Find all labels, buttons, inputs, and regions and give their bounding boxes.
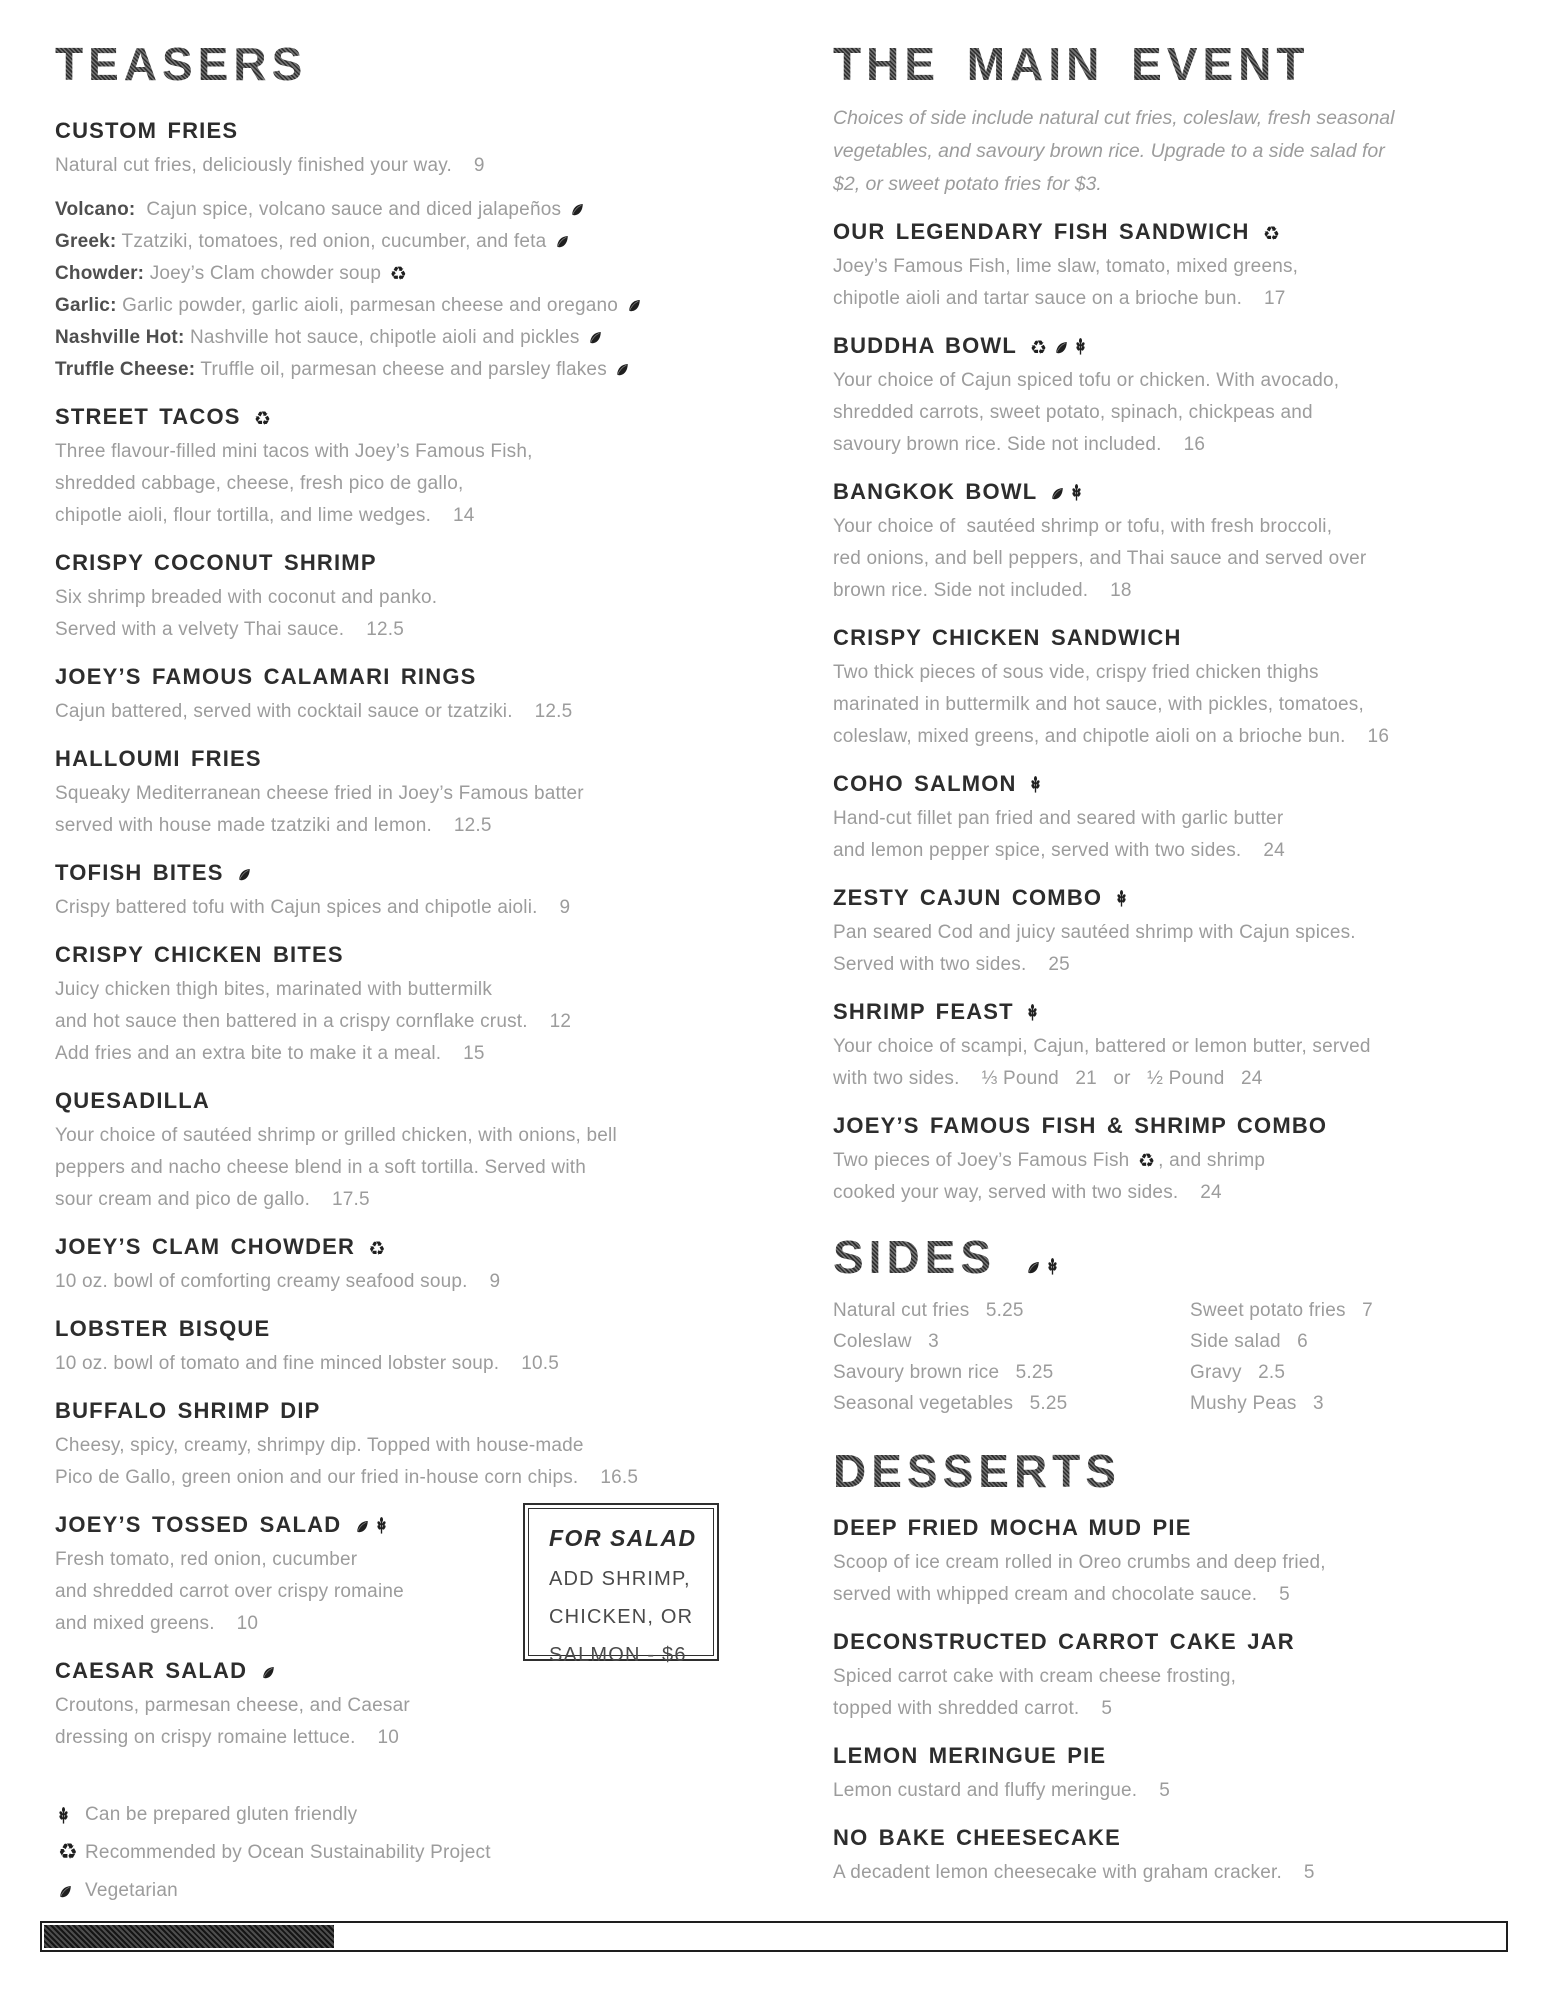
menu-item-desc-line: Hand-cut fillet pan fried and seared with garlic butter <box>833 808 1284 829</box>
menu-item-desc-line: Joey’s Famous Fish, lime slaw, tomato, mixed greens, <box>833 256 1299 277</box>
menu-item-desc-line: savoury brown rice. Side not included. 16 <box>833 434 1206 455</box>
legend-row <box>55 1872 750 1910</box>
menu-item-desc-line: Add fries and an extra bite to make it a meal. 15 <box>55 1043 485 1064</box>
menu-item <box>833 883 1518 981</box>
menu-item-title: DEEP FRIED MOCHA MUD PIE <box>833 1515 1192 1540</box>
leaf-icon <box>588 330 603 345</box>
fries-variant: Chowder: Joey’s Clam chowder soup ♻ <box>55 263 407 285</box>
fries-variant-name: Nashville Hot: <box>55 327 185 348</box>
menu-item-desc-line: and mixed greens. 10 <box>55 1613 259 1634</box>
wheat-icon <box>1030 776 1041 793</box>
menu-item <box>55 744 750 842</box>
menu-item <box>833 1513 1518 1611</box>
menu-item-desc-line: Scoop of ice cream rolled in Oreo crumbs and deep fried, <box>833 1552 1326 1573</box>
menu-item-title: OUR LEGENDARY FISH SANDWICH ♻ <box>833 219 1282 245</box>
menu-item <box>833 1823 1518 1889</box>
menu-item-desc-line: Pico de Gallo, green onion and our fried in-house corn chips. 16.5 <box>55 1467 639 1488</box>
menu-item-desc-line: sour cream and pico de gallo. 17.5 <box>55 1189 370 1210</box>
menu-item <box>833 477 1518 607</box>
leaf-icon <box>1054 340 1069 355</box>
menu-item-desc-line: Pan seared Cod and juicy sautéed shrimp with Cajun spices. <box>833 922 1356 943</box>
menu-item-title: JOEY’S FAMOUS FISH & SHRIMP COMBO <box>833 1113 1328 1138</box>
leaf-icon <box>355 1519 370 1534</box>
menu-item <box>55 1232 750 1298</box>
main-event-intro <box>833 102 1518 201</box>
menu-item <box>55 1314 750 1380</box>
menu-item-desc-line: red onions, and bell peppers, and Thai sauce and served over <box>833 548 1367 569</box>
side-item: Savoury brown rice 5.25 <box>833 1362 1054 1383</box>
menu-item <box>833 997 1518 1095</box>
menu-item-title: CRISPY CHICKEN BITES <box>55 942 344 967</box>
menu-item-title: HALLOUMI FRIES <box>55 746 262 771</box>
menu-item-desc-line: Your choice of Cajun spiced tofu or chicken. With avocado, <box>833 370 1340 391</box>
for-salad-line: CHICKEN, OR <box>549 1606 694 1628</box>
menu-item-title: JOEY’S TOSSED SALAD <box>55 1510 750 1540</box>
recycle-icon: ♻ <box>58 1840 78 1865</box>
main-event-intro-line: Choices of side include natural cut fries, coleslaw, fresh seasonal <box>833 107 1395 129</box>
sides-column-1 <box>833 1295 1190 1419</box>
leaf-icon <box>627 298 642 313</box>
leaf-icon <box>555 234 570 249</box>
menu-item-desc-line: and lemon pepper spice, served with two sides. 24 <box>833 840 1285 861</box>
main-event-item-list <box>833 217 1518 1209</box>
wheat-icon <box>1047 1258 1058 1275</box>
wheat-icon <box>1071 484 1082 501</box>
menu-item <box>55 116 750 386</box>
wheat-icon <box>1027 1004 1038 1021</box>
menu-item-desc-line: served with whipped cream and chocolate sauce. 5 <box>833 1584 1290 1605</box>
main-event-section-title: THE MAIN EVENT <box>833 38 1518 90</box>
menu-item-desc-line: Cheesy, spicy, creamy, shrimpy dip. Topped with house-made <box>55 1435 584 1456</box>
menu-item-desc-line: 10 oz. bowl of comforting creamy seafood soup. 9 <box>55 1271 501 1292</box>
menu-item-desc-line: Three flavour-filled mini tacos with Joey’s Famous Fish, <box>55 441 533 462</box>
leaf-icon <box>261 1665 276 1680</box>
menu-item-desc-line: Served with two sides. 25 <box>833 954 1070 975</box>
menu-item <box>833 331 1518 461</box>
fries-variant: Garlic: Garlic powder, garlic aioli, parmesan cheese and oregano <box>55 290 750 322</box>
fries-variant: Greek: Tzatziki, tomatoes, red onion, cucumber, and feta <box>55 226 750 258</box>
legend-row <box>55 1796 750 1834</box>
fries-variant-name: Volcano: <box>55 199 136 220</box>
menu-item <box>833 623 1518 753</box>
leaf-icon <box>58 1884 73 1899</box>
menu-item <box>55 858 750 924</box>
fries-variant-name: Greek: <box>55 231 117 252</box>
menu-item <box>55 1086 750 1216</box>
menu-item-title: BANGKOK BOWL <box>833 477 1518 507</box>
menu-item-desc-line: Your choice of sautéed shrimp or grilled chicken, with onions, bell <box>55 1125 617 1146</box>
menu-item <box>55 1396 750 1494</box>
sides-section <box>833 1231 1518 1419</box>
side-item: Coleslaw 3 <box>833 1331 939 1352</box>
leaf-icon <box>615 362 630 377</box>
menu-item <box>833 1111 1518 1209</box>
menu-item <box>833 1741 1518 1807</box>
side-item: Side salad 6 <box>1190 1331 1308 1352</box>
menu-item-desc-line: chipotle aioli, flour tortilla, and lime wedges. 14 <box>55 505 475 526</box>
menu-item-desc-line: topped with shredded carrot. 5 <box>833 1698 1113 1719</box>
wheat-icon <box>1075 338 1086 355</box>
menu-item-desc-line: 10 oz. bowl of tomato and fine minced lobster soup. 10.5 <box>55 1353 559 1374</box>
fries-variant: Volcano: Cajun spice, volcano sauce and diced jalapeños <box>55 194 750 226</box>
menu-item-desc-line: Your choice of scampi, Cajun, battered or lemon butter, served <box>833 1036 1371 1057</box>
menu-item-desc-line: Your choice of sautéed shrimp or tofu, with fresh broccoli, <box>833 516 1333 537</box>
menu-item-desc-line: Six shrimp breaded with coconut and panko. <box>55 587 438 608</box>
menu-item-desc-line: Croutons, parmesan cheese, and Caesar <box>55 1695 410 1716</box>
for-salad-callout-box <box>523 1503 719 1666</box>
for-salad-line: ADD SHRIMP, <box>549 1568 691 1590</box>
menu-item-title: STREET TACOS ♻ <box>55 404 273 430</box>
menu-item <box>833 217 1518 315</box>
recycle-icon: ♻ <box>1262 223 1282 245</box>
legend-text: Vegetarian <box>85 1880 178 1901</box>
sides-title-text: SIDES <box>833 1231 997 1283</box>
main-event-intro-line: vegetables, and savoury brown rice. Upgrade to a side salad for <box>833 140 1385 162</box>
for-salad-heading: FOR SALAD <box>549 1525 697 1551</box>
side-item: Gravy 2.5 <box>1190 1362 1286 1383</box>
menu-item <box>833 769 1518 867</box>
menu-item-title: COHO SALMON <box>833 769 1518 799</box>
fries-variant-name: Truffle Cheese: <box>55 359 196 380</box>
for-salad-line: SALMON - $6 <box>549 1644 687 1666</box>
menu-item-desc-line: served with house made tzatziki and lemon. 12.5 <box>55 815 492 836</box>
fries-variant: Nashville Hot: Nashville hot sauce, chipotle aioli and pickles <box>55 322 750 354</box>
decorative-footer-bar <box>40 1921 1508 1952</box>
side-item: Mushy Peas 3 <box>1190 1393 1324 1414</box>
menu-item-title: ZESTY CAJUN COMBO <box>833 883 1518 913</box>
menu-item-desc-line: and hot sauce then battered in a crispy cornflake crust. 12 <box>55 1011 572 1032</box>
menu-item <box>55 402 750 532</box>
side-item: Sweet potato fries 7 <box>1190 1300 1373 1321</box>
menu-item-title: CRISPY CHICKEN SANDWICH <box>833 625 1182 650</box>
teasers-section-title: TEASERS <box>55 38 750 90</box>
menu-item-desc-line: dressing on crispy romaine lettuce. 10 <box>55 1727 400 1748</box>
legend-icon-cell <box>55 1807 85 1824</box>
side-item: Natural cut fries 5.25 <box>833 1300 1024 1321</box>
menu-item-desc-line: shredded cabbage, cheese, fresh pico de gallo, <box>55 473 464 494</box>
menu-item-desc-line: cooked your way, served with two sides. 24 <box>833 1182 1222 1203</box>
menu-item-desc-line: and shredded carrot over crispy romaine <box>55 1581 404 1602</box>
fries-variant-name: Chowder: <box>55 263 145 284</box>
menu-item-desc-line: A decadent lemon cheesecake with graham cracker. 5 <box>833 1862 1315 1883</box>
sides-columns <box>833 1295 1518 1419</box>
menu-item-desc-line: brown rice. Side not included. 18 <box>833 580 1132 601</box>
menu-item-title: JOEY’S FAMOUS CALAMARI RINGS <box>55 664 477 689</box>
menu-item-title: BUDDHA BOWL ♻ <box>833 331 1518 361</box>
desserts-section <box>833 1445 1518 1889</box>
menu-item-title: NO BAKE CHEESECAKE <box>833 1825 1121 1850</box>
leaf-icon <box>1026 1260 1041 1275</box>
recycle-icon: ♻ <box>389 263 407 285</box>
menu-item-desc-line: Two thick pieces of sous vide, crispy fried chicken thighs <box>833 662 1319 683</box>
legend-icon-cell <box>55 1842 85 1864</box>
fries-variant-list <box>55 194 750 386</box>
menu-item-desc-line: Natural cut fries, deliciously finished your way. 9 <box>55 155 485 176</box>
menu-item-desc-line: Served with a velvety Thai sauce. 12.5 <box>55 619 404 640</box>
leaf-icon <box>1050 486 1065 501</box>
wheat-icon <box>58 1807 69 1824</box>
menu-item-desc-line: shredded carrots, sweet potato, spinach, chickpeas and <box>833 402 1313 423</box>
sides-section-title <box>833 1231 1518 1283</box>
recycle-icon: ♻ <box>1137 1150 1156 1172</box>
menu-item-desc-line: Spiced carrot cake with cream cheese frosting, <box>833 1666 1237 1687</box>
menu-item-desc-line: Cajun battered, served with cocktail sauce or tzatziki. 12.5 <box>55 701 573 722</box>
main-event-intro-line: $2, or sweet potato fries for $3. <box>833 173 1102 195</box>
desserts-section-title: DESSERTS <box>833 1445 1518 1497</box>
leaf-icon <box>237 867 252 882</box>
menu-item-desc-line: peppers and nacho cheese blend in a soft tortilla. Served with <box>55 1157 587 1178</box>
menu-item-desc-line: Crispy battered tofu with Cajun spices and chipotle aioli. 9 <box>55 897 571 918</box>
legend <box>55 1796 750 1910</box>
menu-item-desc-line: coleslaw, mixed greens, and chipotle aioli on a brioche bun. 16 <box>833 726 1390 747</box>
sides-column-2 <box>1190 1295 1518 1419</box>
fries-variant-name: Garlic: <box>55 295 117 316</box>
leaf-icon <box>570 202 585 217</box>
fries-variant: Truffle Cheese: Truffle oil, parmesan cheese and parsley flakes <box>55 354 750 386</box>
menu-item-desc-line: Squeaky Mediterranean cheese fried in Joey’s Famous batter <box>55 783 584 804</box>
menu-item-desc-line: Juicy chicken thigh bites, marinated with buttermilk <box>55 979 493 1000</box>
legend-text: Can be prepared gluten friendly <box>85 1804 358 1825</box>
sides-title-icons <box>996 1231 1061 1283</box>
main-event-column <box>833 38 1518 1889</box>
menu-item <box>55 940 750 1070</box>
side-item: Seasonal vegetables 5.25 <box>833 1393 1068 1414</box>
menu-item <box>55 662 750 728</box>
desserts-item-list <box>833 1513 1518 1889</box>
menu-item-desc-line: marinated in buttermilk and hot sauce, with pickles, tomatoes, <box>833 694 1364 715</box>
wheat-icon <box>1116 890 1127 907</box>
menu-item-title: BUFFALO SHRIMP DIP <box>55 1398 321 1423</box>
menu-item-title: JOEY’S CLAM CHOWDER ♻ <box>55 1234 387 1260</box>
menu-item-desc-line: with two sides. ⅓ Pound 21 or ½ Pound 24 <box>833 1068 1263 1089</box>
menu-item <box>833 1627 1518 1725</box>
menu-item-title: CUSTOM FRIES <box>55 118 239 143</box>
legend-text: Recommended by Ocean Sustainability Project <box>85 1842 491 1863</box>
menu-item <box>55 548 750 646</box>
wheat-icon <box>376 1517 387 1534</box>
menu-item-title: CRISPY COCONUT SHRIMP <box>55 550 377 575</box>
menu-item-title: CAESAR SALAD <box>55 1656 750 1686</box>
recycle-icon: ♻ <box>253 408 273 430</box>
menu-item-title: LOBSTER BISQUE <box>55 1316 271 1341</box>
menu-item-desc-line: Two pieces of Joey’s Famous Fish ♻ , and shrimp <box>833 1150 1266 1172</box>
legend-row <box>55 1834 750 1872</box>
footer-bar-fill <box>44 1925 334 1948</box>
menu-item-title: LEMON MERINGUE PIE <box>833 1743 1107 1768</box>
menu-item-title: TOFISH BITES <box>55 858 750 888</box>
recycle-icon: ♻ <box>1029 337 1049 359</box>
legend-icon-cell <box>55 1884 85 1899</box>
recycle-icon: ♻ <box>368 1238 387 1260</box>
menu-item-desc-line: Fresh tomato, red onion, cucumber <box>55 1549 358 1570</box>
menu-item-desc-line: Lemon custard and fluffy meringue. 5 <box>833 1780 1170 1801</box>
menu-item-title: SHRIMP FEAST <box>833 997 1518 1027</box>
menu-item-title: QUESADILLA <box>55 1088 210 1113</box>
menu-item-title: DECONSTRUCTED CARROT CAKE JAR <box>833 1629 1295 1654</box>
menu-item-desc-line: chipotle aioli and tartar sauce on a brioche bun. 17 <box>833 288 1286 309</box>
